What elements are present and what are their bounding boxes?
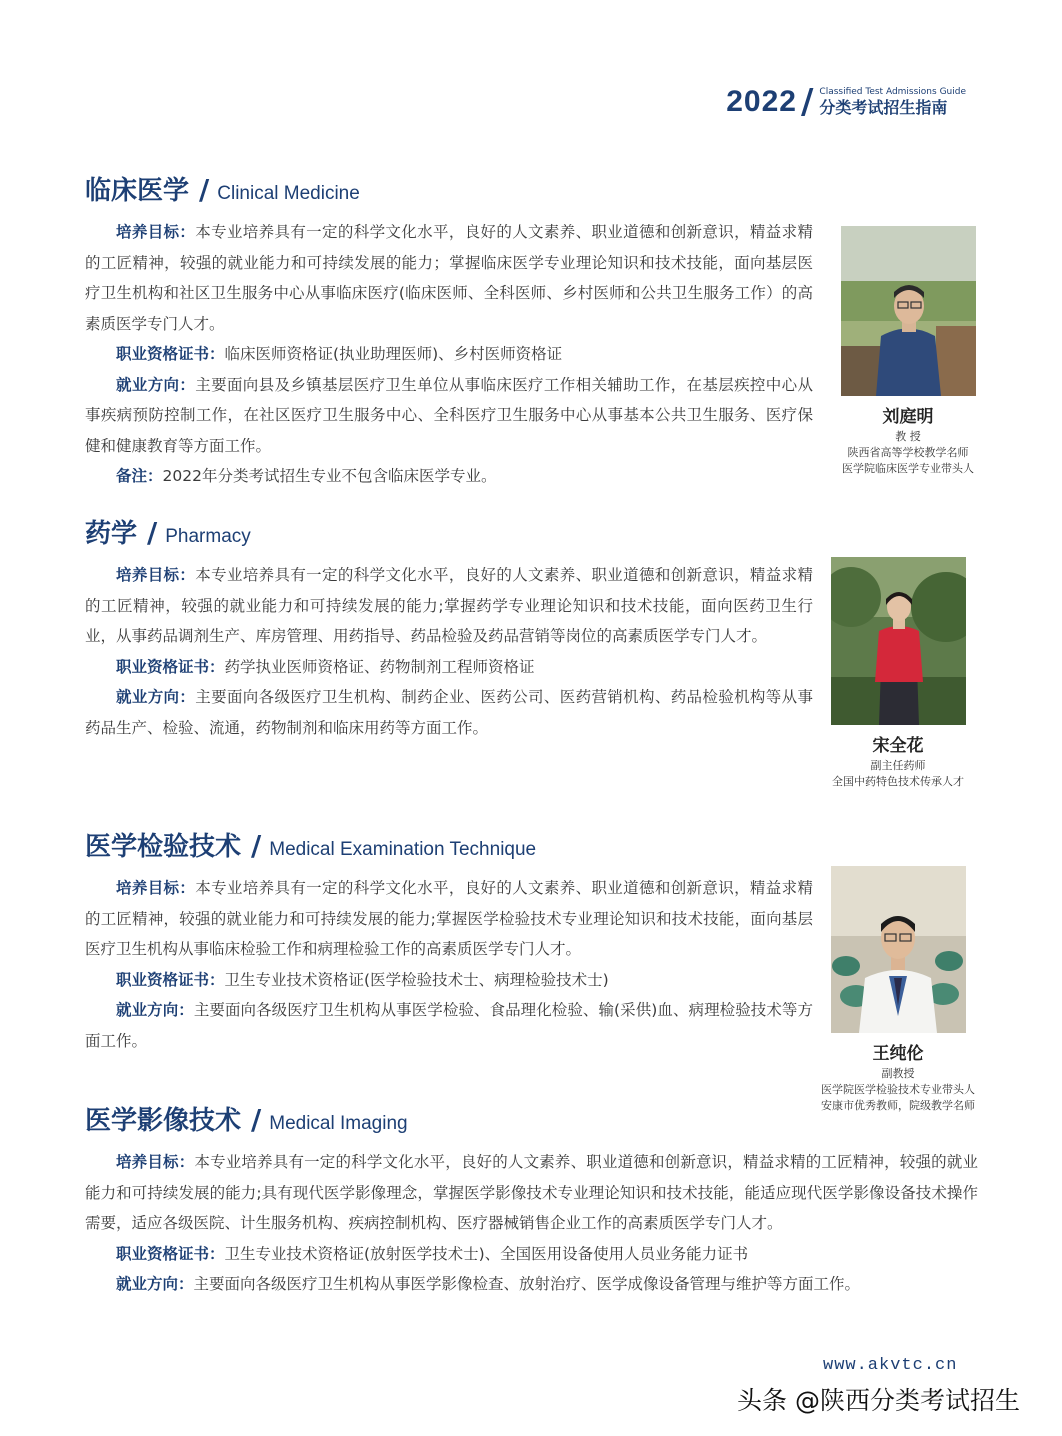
title-slash: / <box>251 829 262 862</box>
person-photo <box>831 557 966 725</box>
person-title: 副教授 <box>881 1067 915 1080</box>
section-title-en: Clinical Medicine <box>217 183 360 204</box>
career-paragraph <box>85 682 813 743</box>
goal-text: 本专业培养具有一定的科学文化水平，良好的人文素养、职业道德和创新意识，精益求精的工匠精神，较强的就业能力和可持续发展的能力;具有现代医学影像理念，掌握医学影像技术专业理论知识和技术技能，能适应现代医学影像设备技术操作需要，适应各级医院、计生服务机构、疾病控制机构、医疗器械销售企业工作的高素质医学专门人才。 <box>85 1153 978 1232</box>
cert-text: 卫生专业技术资格证(放射医学技术士)、全国医用设备使用人员业务能力证书 <box>224 1244 749 1263</box>
career-paragraph <box>85 370 813 462</box>
person-card-song <box>808 557 988 790</box>
person-note: 医学院医学检验技术专业带头人 <box>821 1083 975 1096</box>
cert-label: 职业资格证书： <box>116 1244 225 1263</box>
section-title <box>85 826 813 863</box>
person-title: 教 授 <box>895 430 921 443</box>
career-text: 主要面向县及乡镇基层医疗卫生单位从事临床医疗工作相关辅助工作，在基层疾控中心从事疾病预防控制工作，在社区医疗卫生服务中心、全科医疗卫生服务中心从事基本公共卫生服务、医疗保健和健康教育等方面工作。 <box>85 375 813 455</box>
section-medical-imaging <box>85 1100 978 1300</box>
section-clinical-medicine <box>85 170 813 492</box>
person-photo <box>841 226 976 396</box>
goal-paragraph <box>85 217 813 339</box>
cert-label: 职业资格证书： <box>116 345 225 363</box>
section-medical-examination <box>85 826 813 1056</box>
section-title-cn: 医学影像技术 <box>85 1106 242 1136</box>
person-card-wang <box>808 866 988 1114</box>
section-title-cn: 药学 <box>85 519 138 549</box>
section-title-en: Pharmacy <box>165 526 251 547</box>
cert-text: 药学执业医师资格证、药物制剂工程师资格证 <box>224 657 535 676</box>
section-pharmacy <box>85 513 813 743</box>
cert-label: 职业资格证书： <box>116 657 225 676</box>
note-paragraph <box>85 461 813 492</box>
website-url[interactable]: www.akvtc.cn <box>823 1356 958 1375</box>
section-title-en: Medical Examination Technique <box>269 839 537 860</box>
career-text: 主要面向各级医疗卫生机构从事医学影像检查、放射治疗、医学成像设备管理与维护等方面工作。 <box>193 1275 861 1293</box>
section-title-cn: 医学检验技术 <box>85 832 242 862</box>
section-title <box>85 170 813 207</box>
watermark-text: 头条 @陕西分类考试招生 <box>737 1386 1020 1415</box>
section-body <box>85 217 813 492</box>
career-text: 主要面向各级医疗卫生机构从事医学检验、食品理化检验、输(采供)血、病理检验技术等方面工作。 <box>85 1001 813 1050</box>
goal-text: 本专业培养具有一定的科学文化水平，良好的人文素养、职业道德和创新意识，精益求精的工匠精神，较强的就业能力和可持续发展的能力;掌握药学专业理论知识和技术技能，面向医药卫生行业，从事药品调剂生产、库房管理、用药指导、药品检验及药品营销等岗位的高素质医学专门人才。 <box>85 566 813 645</box>
career-text: 主要面向各级医疗卫生机构、制药企业、医药公司、医药营销机构、药品检验机构等从事药品生产、检验、流通，药物制剂和临床用药等方面工作。 <box>85 688 813 737</box>
goal-paragraph <box>85 560 813 652</box>
goal-text: 本专业培养具有一定的科学文化水平，良好的人文素养、职业道德和创新意识，精益求精的工匠精神，较强的就业能力和可持续发展的能力;掌握医学检验技术专业理论知识和技术技能，面向基层医疗卫生机构从事临床检验工作和病理检验工作的高素质医学专门人才。 <box>85 879 813 958</box>
portrait-photo <box>831 557 966 725</box>
header-subtitle-cn: 分类考试招生指南 <box>819 98 948 117</box>
cert-label: 职业资格证书： <box>116 970 225 989</box>
person-note: 陕西省高等学校教学名师 <box>847 446 969 459</box>
section-body <box>85 1147 978 1300</box>
person-name: 宋全花 <box>872 736 924 756</box>
cert-text: 临床医师资格证(执业助理医师)、乡村医师资格证 <box>224 345 563 363</box>
goal-label: 培养目标： <box>116 879 196 897</box>
portrait-photo <box>831 866 966 1033</box>
person-note: 医学院临床医学专业带头人 <box>842 462 974 475</box>
section-title-cn: 临床医学 <box>85 176 190 206</box>
career-label: 就业方向： <box>116 1001 194 1019</box>
title-slash: / <box>251 1103 262 1136</box>
header-subtitle-en: Classified Test Admissions Guide <box>819 87 966 97</box>
cert-paragraph <box>85 652 813 683</box>
career-label: 就业方向： <box>116 1275 194 1293</box>
cert-paragraph <box>85 965 813 996</box>
person-name: 王纯伦 <box>872 1044 924 1064</box>
header-texts <box>819 88 966 116</box>
header-year: 2022 <box>726 85 797 118</box>
person-photo <box>831 866 966 1033</box>
person-title: 副主任药师 <box>870 759 926 772</box>
goal-text: 本专业培养具有一定的科学文化水平，良好的人文素养、职业道德和创新意识，精益求精的工匠精神，较强的就业能力和可持续发展的能力；掌握临床医学专业理论知识和技术技能，面向基层医疗卫生机构和社区卫生服务中心从事临床医疗(临床医师、全科医师、乡村医师和公共卫生服务工作）的高素质医学专门人才。 <box>85 223 813 333</box>
section-body <box>85 560 813 743</box>
portrait-photo <box>841 226 976 396</box>
section-body <box>85 873 813 1056</box>
note-text: 2022年分类考试招生专业不包含临床医学专业。 <box>162 467 497 485</box>
person-card-liu <box>818 226 998 477</box>
title-slash: / <box>147 516 158 549</box>
cert-paragraph <box>85 339 813 370</box>
person-note: 全国中药特色技术传承人才 <box>832 775 964 788</box>
cert-text: 卫生专业技术资格证(医学检验技术士、病理检验技术士) <box>224 970 609 989</box>
career-label: 就业方向： <box>116 688 196 706</box>
person-name: 刘庭明 <box>882 407 934 427</box>
section-title <box>85 1100 978 1137</box>
page-header <box>726 82 966 122</box>
goal-paragraph <box>85 873 813 965</box>
cert-paragraph <box>85 1239 978 1270</box>
goal-paragraph <box>85 1147 978 1239</box>
career-paragraph <box>85 995 813 1056</box>
section-title <box>85 513 813 550</box>
goal-label: 培养目标： <box>116 223 196 241</box>
note-label: 备注： <box>116 467 163 485</box>
section-title-en: Medical Imaging <box>269 1113 408 1134</box>
header-slash: / <box>800 82 814 122</box>
goal-label: 培养目标： <box>116 566 196 584</box>
title-slash: / <box>199 173 210 206</box>
career-label: 就业方向： <box>116 375 196 394</box>
goal-label: 培养目标： <box>116 1153 195 1171</box>
career-paragraph <box>85 1269 978 1300</box>
person-note: 安康市优秀教师，院级教学名师 <box>821 1099 975 1112</box>
